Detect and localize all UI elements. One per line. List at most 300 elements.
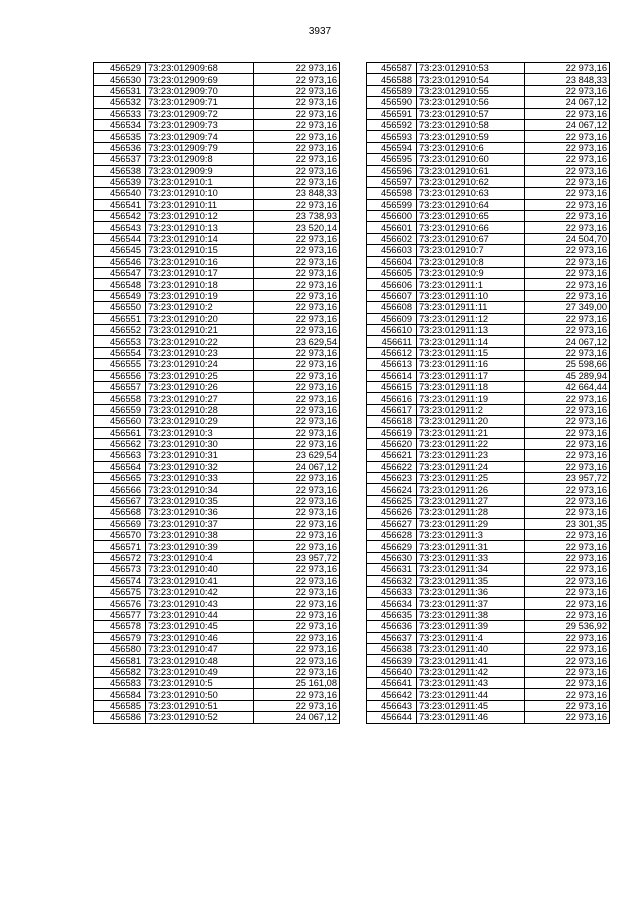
value-cell: 22 973,16: [525, 279, 610, 290]
value-cell: 22 973,16: [525, 416, 610, 427]
row-number-cell: 456623: [367, 473, 417, 484]
row-number-cell: 456614: [367, 370, 417, 381]
table-row: [94, 438, 340, 449]
table-row: [367, 404, 610, 415]
value-cell: 22 973,16: [254, 381, 340, 392]
table-row: [94, 142, 340, 153]
value-cell: 22 973,16: [254, 416, 340, 427]
table-row: [94, 427, 340, 438]
cadastral-number-cell: 73:23:012910:22: [146, 336, 254, 347]
value-cell: 22 973,16: [525, 678, 610, 689]
row-number-cell: 456582: [94, 666, 146, 677]
table-row: [367, 427, 610, 438]
value-cell: 22 973,16: [525, 199, 610, 210]
cadastral-number-cell: 73:23:012910:13: [146, 222, 254, 233]
value-cell: 22 973,16: [525, 404, 610, 415]
cadastral-number-cell: 73:23:012910:49: [146, 666, 254, 677]
value-cell: 24 067,12: [525, 97, 610, 108]
cadastral-number-cell: 73:23:012911:31: [417, 541, 525, 552]
table-row: [94, 279, 340, 290]
cadastral-number-cell: 73:23:012910:57: [417, 108, 525, 119]
table-row: [367, 268, 610, 279]
value-cell: 22 973,16: [254, 427, 340, 438]
table-row: [94, 404, 340, 415]
row-number-cell: 456569: [94, 518, 146, 529]
row-number-cell: 456625: [367, 495, 417, 506]
row-number-cell: 456609: [367, 313, 417, 324]
table-row: [94, 165, 340, 176]
cadastral-number-cell: 73:23:012910:4: [146, 552, 254, 563]
row-number-cell: 456562: [94, 438, 146, 449]
value-cell: 22 973,16: [254, 666, 340, 677]
value-cell: 22 973,16: [525, 541, 610, 552]
row-number-cell: 456533: [94, 108, 146, 119]
row-number-cell: 456541: [94, 199, 146, 210]
row-number-cell: 456587: [367, 63, 417, 74]
row-number-cell: 456563: [94, 450, 146, 461]
table-row: [94, 97, 340, 108]
cadastral-number-cell: 73:23:012910:14: [146, 233, 254, 244]
cadastral-number-cell: 73:23:012911:43: [417, 678, 525, 689]
value-cell: 22 973,16: [525, 427, 610, 438]
cadastral-number-cell: 73:23:012910:19: [146, 290, 254, 301]
table-row: [367, 233, 610, 244]
table-row: [94, 575, 340, 586]
table-row: [94, 131, 340, 142]
cadastral-number-cell: 73:23:012910:33: [146, 473, 254, 484]
table-row: [367, 188, 610, 199]
row-number-cell: 456595: [367, 154, 417, 165]
table-row: [367, 176, 610, 187]
table-row: [94, 507, 340, 518]
value-cell: 22 973,16: [525, 666, 610, 677]
cadastral-number-cell: 73:23:012911:46: [417, 712, 525, 723]
cadastral-number-cell: 73:23:012910:10: [146, 188, 254, 199]
table-row: [94, 586, 340, 597]
row-number-cell: 456554: [94, 347, 146, 358]
cadastral-number-cell: 73:23:012910:50: [146, 689, 254, 700]
cadastral-number-cell: 73:23:012911:12: [417, 313, 525, 324]
table-row: [94, 689, 340, 700]
table-row: [94, 336, 340, 347]
cadastral-number-cell: 73:23:012910:43: [146, 598, 254, 609]
value-cell: 22 973,16: [254, 97, 340, 108]
value-cell: 22 973,16: [525, 347, 610, 358]
cadastral-number-cell: 73:23:012910:5: [146, 678, 254, 689]
table-row: [367, 347, 610, 358]
table-row: [367, 700, 610, 711]
table-row: [367, 370, 610, 381]
value-cell: 24 067,12: [254, 712, 340, 723]
table-row: [367, 256, 610, 267]
row-number-cell: 456552: [94, 324, 146, 335]
cadastral-number-cell: 73:23:012910:27: [146, 393, 254, 404]
row-number-cell: 456621: [367, 450, 417, 461]
row-number-cell: 456542: [94, 211, 146, 222]
value-cell: 22 973,16: [525, 564, 610, 575]
cadastral-number-cell: 73:23:012910:9: [417, 268, 525, 279]
cadastral-number-cell: 73:23:012911:40: [417, 643, 525, 654]
value-cell: 22 973,16: [254, 290, 340, 301]
cadastral-number-cell: 73:23:012910:16: [146, 256, 254, 267]
row-number-cell: 456591: [367, 108, 417, 119]
value-cell: 22 973,16: [254, 233, 340, 244]
row-number-cell: 456589: [367, 85, 417, 96]
value-cell: 22 973,16: [254, 564, 340, 575]
value-cell: 42 664,44: [525, 381, 610, 392]
table-row: [94, 632, 340, 643]
cadastral-number-cell: 73:23:012910:25: [146, 370, 254, 381]
row-number-cell: 456600: [367, 211, 417, 222]
table-row: [94, 621, 340, 632]
row-number-cell: 456529: [94, 63, 146, 74]
table-row: [367, 131, 610, 142]
table-row: [367, 108, 610, 119]
value-cell: 22 973,16: [254, 700, 340, 711]
table-row: [94, 450, 340, 461]
row-number-cell: 456577: [94, 609, 146, 620]
row-number-cell: 456578: [94, 621, 146, 632]
value-cell: 22 973,16: [525, 222, 610, 233]
table-row: [94, 359, 340, 370]
value-cell: 22 973,16: [254, 518, 340, 529]
value-cell: 22 973,16: [525, 393, 610, 404]
row-number-cell: 456559: [94, 404, 146, 415]
table-row: [94, 678, 340, 689]
row-number-cell: 456571: [94, 541, 146, 552]
table-row: [367, 359, 610, 370]
table-row: [94, 176, 340, 187]
row-number-cell: 456540: [94, 188, 146, 199]
cadastral-number-cell: 73:23:012910:58: [417, 119, 525, 130]
row-number-cell: 456643: [367, 700, 417, 711]
row-number-cell: 456561: [94, 427, 146, 438]
table-row: [94, 119, 340, 130]
value-cell: 22 973,16: [525, 142, 610, 153]
value-cell: 22 973,16: [525, 165, 610, 176]
table-row: [367, 655, 610, 666]
row-number-cell: 456590: [367, 97, 417, 108]
table-row: [94, 416, 340, 427]
row-number-cell: 456585: [94, 700, 146, 711]
value-cell: 23 629,54: [254, 336, 340, 347]
row-number-cell: 456629: [367, 541, 417, 552]
value-cell: 22 973,16: [525, 313, 610, 324]
value-cell: 22 973,16: [254, 142, 340, 153]
row-number-cell: 456592: [367, 119, 417, 130]
table-row: [367, 530, 610, 541]
cadastral-number-cell: 73:23:012910:36: [146, 507, 254, 518]
row-number-cell: 456640: [367, 666, 417, 677]
table-row: [94, 370, 340, 381]
table-row: [367, 507, 610, 518]
table-row: [94, 495, 340, 506]
cadastral-number-cell: 73:23:012911:36: [417, 586, 525, 597]
cadastral-number-cell: 73:23:012910:60: [417, 154, 525, 165]
table-row: [367, 552, 610, 563]
value-cell: 22 973,16: [525, 609, 610, 620]
cadastral-number-cell: 73:23:012911:34: [417, 564, 525, 575]
cadastral-number-cell: 73:23:012910:37: [146, 518, 254, 529]
table-row: [367, 495, 610, 506]
value-cell: 22 973,16: [254, 302, 340, 313]
table-row: [367, 313, 610, 324]
value-cell: 22 973,16: [525, 586, 610, 597]
row-number-cell: 456543: [94, 222, 146, 233]
value-cell: 22 973,16: [254, 74, 340, 85]
cadastral-number-cell: 73:23:012910:41: [146, 575, 254, 586]
row-number-cell: 456599: [367, 199, 417, 210]
value-cell: 22 973,16: [525, 256, 610, 267]
cadastral-number-cell: 73:23:012911:28: [417, 507, 525, 518]
cadastral-number-cell: 73:23:012911:13: [417, 324, 525, 335]
row-number-cell: 456619: [367, 427, 417, 438]
value-cell: 22 973,16: [254, 609, 340, 620]
table-row: [367, 154, 610, 165]
cadastral-number-cell: 73:23:012911:23: [417, 450, 525, 461]
row-number-cell: 456573: [94, 564, 146, 575]
row-number-cell: 456636: [367, 621, 417, 632]
cadastral-number-cell: 73:23:012909:8: [146, 154, 254, 165]
table-row: [367, 416, 610, 427]
cadastral-number-cell: 73:23:012910:6: [417, 142, 525, 153]
value-cell: 22 973,16: [525, 461, 610, 472]
row-number-cell: 456557: [94, 381, 146, 392]
value-cell: 22 973,16: [525, 507, 610, 518]
cadastral-number-cell: 73:23:012911:21: [417, 427, 525, 438]
value-cell: 22 973,16: [525, 575, 610, 586]
cadastral-number-cell: 73:23:012911:1: [417, 279, 525, 290]
table-row: [94, 598, 340, 609]
value-cell: 22 973,16: [254, 495, 340, 506]
cadastral-number-cell: 73:23:012910:62: [417, 176, 525, 187]
table-row: [367, 586, 610, 597]
row-number-cell: 456624: [367, 484, 417, 495]
row-number-cell: 456530: [94, 74, 146, 85]
table-row: [367, 575, 610, 586]
table-row: [94, 290, 340, 301]
value-cell: 22 973,16: [254, 438, 340, 449]
row-number-cell: 456539: [94, 176, 146, 187]
cadastral-number-cell: 73:23:012911:38: [417, 609, 525, 620]
table-row: [367, 245, 610, 256]
cadastral-number-cell: 73:23:012910:23: [146, 347, 254, 358]
value-cell: 22 973,16: [254, 689, 340, 700]
value-cell: 22 973,16: [254, 598, 340, 609]
row-number-cell: 456626: [367, 507, 417, 518]
row-number-cell: 456532: [94, 97, 146, 108]
table-row: [367, 541, 610, 552]
row-number-cell: 456620: [367, 438, 417, 449]
table-row: [367, 643, 610, 654]
cadastral-number-cell: 73:23:012910:47: [146, 643, 254, 654]
table-row: [367, 165, 610, 176]
row-number-cell: 456584: [94, 689, 146, 700]
cadastral-number-cell: 73:23:012910:42: [146, 586, 254, 597]
cadastral-number-cell: 73:23:012909:72: [146, 108, 254, 119]
value-cell: 22 973,16: [254, 404, 340, 415]
value-cell: 22 973,16: [525, 108, 610, 119]
table-row: [94, 552, 340, 563]
value-cell: 22 973,16: [525, 131, 610, 142]
table-row: [94, 233, 340, 244]
row-number-cell: 456575: [94, 586, 146, 597]
table-row: [367, 484, 610, 495]
cadastral-number-cell: 73:23:012909:69: [146, 74, 254, 85]
table-row: [94, 484, 340, 495]
value-cell: 22 973,16: [254, 359, 340, 370]
row-number-cell: 456560: [94, 416, 146, 427]
table-row: [94, 313, 340, 324]
table-row: [367, 609, 610, 620]
row-number-cell: 456547: [94, 268, 146, 279]
cadastral-number-cell: 73:23:012910:35: [146, 495, 254, 506]
cadastral-number-cell: 73:23:012910:15: [146, 245, 254, 256]
row-number-cell: 456565: [94, 473, 146, 484]
table-left: [93, 62, 340, 724]
cadastral-number-cell: 73:23:012910:65: [417, 211, 525, 222]
table-row: [367, 473, 610, 484]
value-cell: 22 973,16: [254, 347, 340, 358]
value-cell: 22 973,16: [254, 131, 340, 142]
table-row: [367, 598, 610, 609]
cadastral-number-cell: 73:23:012911:2: [417, 404, 525, 415]
table-right: [366, 62, 610, 724]
row-number-cell: 456593: [367, 131, 417, 142]
row-number-cell: 456611: [367, 336, 417, 347]
cadastral-number-cell: 73:23:012910:7: [417, 245, 525, 256]
row-number-cell: 456618: [367, 416, 417, 427]
row-number-cell: 456608: [367, 302, 417, 313]
cadastral-number-cell: 73:23:012911:45: [417, 700, 525, 711]
table-row: [367, 119, 610, 130]
cadastral-number-cell: 73:23:012910:29: [146, 416, 254, 427]
table-row: [367, 632, 610, 643]
table-row: [94, 63, 340, 74]
cadastral-number-cell: 73:23:012910:28: [146, 404, 254, 415]
value-cell: 22 973,16: [525, 438, 610, 449]
cadastral-number-cell: 73:23:012911:27: [417, 495, 525, 506]
table-row: [94, 700, 340, 711]
table-row: [367, 324, 610, 335]
cadastral-number-cell: 73:23:012910:67: [417, 233, 525, 244]
row-number-cell: 456598: [367, 188, 417, 199]
table-row: [94, 666, 340, 677]
table-row: [94, 643, 340, 654]
table-row: [367, 689, 610, 700]
table-row: [94, 564, 340, 575]
cadastral-number-cell: 73:23:012911:11: [417, 302, 525, 313]
cadastral-number-cell: 73:23:012909:68: [146, 63, 254, 74]
value-cell: 22 973,16: [254, 655, 340, 666]
table-row: [94, 347, 340, 358]
table-row: [94, 541, 340, 552]
value-cell: 22 973,16: [254, 119, 340, 130]
cadastral-number-cell: 73:23:012911:15: [417, 347, 525, 358]
value-cell: 22 973,16: [254, 621, 340, 632]
cadastral-number-cell: 73:23:012911:19: [417, 393, 525, 404]
table-row: [94, 245, 340, 256]
row-number-cell: 456572: [94, 552, 146, 563]
cadastral-number-cell: 73:23:012911:44: [417, 689, 525, 700]
cadastral-number-cell: 73:23:012911:37: [417, 598, 525, 609]
cadastral-number-cell: 73:23:012910:8: [417, 256, 525, 267]
table-row: [94, 712, 340, 723]
value-cell: 22 973,16: [525, 632, 610, 643]
value-cell: 22 973,16: [525, 290, 610, 301]
row-number-cell: 456603: [367, 245, 417, 256]
cadastral-number-cell: 73:23:012909:70: [146, 85, 254, 96]
table-row: [94, 609, 340, 620]
value-cell: 24 067,12: [525, 336, 610, 347]
value-cell: 22 973,16: [254, 63, 340, 74]
cadastral-number-cell: 73:23:012911:35: [417, 575, 525, 586]
row-number-cell: 456546: [94, 256, 146, 267]
cadastral-number-cell: 73:23:012910:2: [146, 302, 254, 313]
value-cell: 22 973,16: [525, 188, 610, 199]
value-cell: 22 973,16: [254, 473, 340, 484]
value-cell: 22 973,16: [525, 689, 610, 700]
cadastral-number-cell: 73:23:012910:1: [146, 176, 254, 187]
value-cell: 22 973,16: [525, 450, 610, 461]
value-cell: 24 067,12: [525, 119, 610, 130]
table-row: [94, 518, 340, 529]
value-cell: 22 973,16: [525, 552, 610, 563]
value-cell: 22 973,16: [525, 63, 610, 74]
value-cell: 22 973,16: [525, 495, 610, 506]
row-number-cell: 456568: [94, 507, 146, 518]
cadastral-number-cell: 73:23:012910:48: [146, 655, 254, 666]
table-row: [367, 564, 610, 575]
value-cell: 22 973,16: [525, 324, 610, 335]
value-cell: 22 973,16: [254, 85, 340, 96]
table-row: [94, 655, 340, 666]
cadastral-number-cell: 73:23:012911:39: [417, 621, 525, 632]
row-number-cell: 456564: [94, 461, 146, 472]
table-row: [94, 211, 340, 222]
value-cell: 23 301,35: [525, 518, 610, 529]
row-number-cell: 456612: [367, 347, 417, 358]
cadastral-number-cell: 73:23:012910:20: [146, 313, 254, 324]
table-row: [94, 324, 340, 335]
table-row: [94, 108, 340, 119]
cadastral-number-cell: 73:23:012909:9: [146, 165, 254, 176]
table-row: [367, 438, 610, 449]
value-cell: 22 973,16: [254, 256, 340, 267]
row-number-cell: 456548: [94, 279, 146, 290]
value-cell: 22 973,16: [525, 211, 610, 222]
row-number-cell: 456634: [367, 598, 417, 609]
row-number-cell: 456632: [367, 575, 417, 586]
row-number-cell: 456617: [367, 404, 417, 415]
cadastral-number-cell: 73:23:012910:21: [146, 324, 254, 335]
table-row: [367, 621, 610, 632]
value-cell: 22 973,16: [525, 176, 610, 187]
row-number-cell: 456630: [367, 552, 417, 563]
cadastral-number-cell: 73:23:012910:44: [146, 609, 254, 620]
table-row: [94, 154, 340, 165]
table-row: [367, 518, 610, 529]
value-cell: 22 973,16: [254, 632, 340, 643]
value-cell: 22 973,16: [254, 541, 340, 552]
table-row: [94, 199, 340, 210]
cadastral-number-cell: 73:23:012910:24: [146, 359, 254, 370]
cadastral-number-cell: 73:23:012911:33: [417, 552, 525, 563]
row-number-cell: 456588: [367, 74, 417, 85]
row-number-cell: 456566: [94, 484, 146, 495]
cadastral-number-cell: 73:23:012910:3: [146, 427, 254, 438]
value-cell: 25 161,08: [254, 678, 340, 689]
